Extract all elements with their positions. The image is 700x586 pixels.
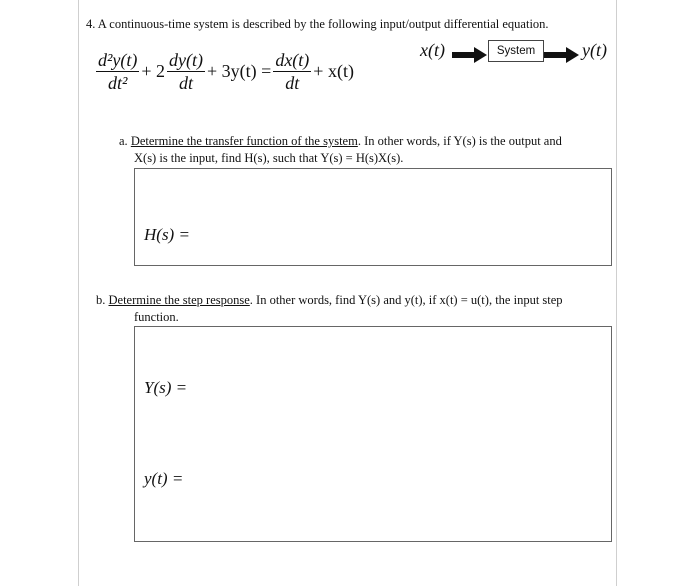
part-b-task: Determine the step response [108, 293, 250, 307]
input-derivative-fraction [273, 50, 311, 93]
part-a-task: Determine the transfer function of the system [130, 134, 358, 148]
output-arrow-icon [544, 47, 580, 63]
system-block: System [488, 40, 544, 62]
part-b-line2: function. [134, 310, 179, 324]
step-response-label: y(t) = [144, 469, 184, 488]
lhs1-denominator: dt² [107, 73, 128, 93]
lhs2-numerator: dy(t) [169, 50, 204, 70]
diagram-output-label: y(t) [582, 40, 607, 60]
part-a-line2: X(s) is the input, find H(s), such that Y(s) = H(s)X(s). [134, 151, 404, 165]
part-a-line1 [119, 133, 562, 149]
part-b-line1 [96, 292, 563, 308]
plus-two: + 2 [141, 61, 166, 81]
part-b-rest: . In other words, find Y(s) and y(t), if x(t) = u(t), the input step [249, 293, 563, 307]
term-three-y: + 3y(t) = [207, 61, 272, 81]
lhs2-denominator: dt [179, 73, 194, 93]
second-derivative-fraction [96, 50, 139, 93]
part-a-marker: a. [119, 134, 128, 148]
rhs1-numerator: dx(t) [275, 50, 310, 70]
differential-equation [96, 50, 354, 93]
first-derivative-fraction [167, 50, 205, 93]
input-arrow-icon [452, 47, 488, 63]
part-b-answer-box[interactable] [134, 326, 612, 542]
part-a-rest: . In other words, if Y(s) is the output and [357, 134, 562, 148]
diagram-input-label: x(t) [420, 40, 445, 60]
problem-title: 4. A continuous-time system is described by the following input/output differential equation. [86, 17, 549, 31]
rhs-tail: + x(t) [313, 61, 354, 81]
lhs1-numerator: d²y(t) [98, 50, 138, 70]
transfer-function-label: H(s) = [144, 225, 190, 244]
part-a-answer-box[interactable] [134, 168, 612, 266]
part-b-marker: b. [96, 293, 106, 307]
rhs1-denominator: dt [285, 73, 300, 93]
laplace-output-label: Y(s) = [144, 378, 188, 397]
